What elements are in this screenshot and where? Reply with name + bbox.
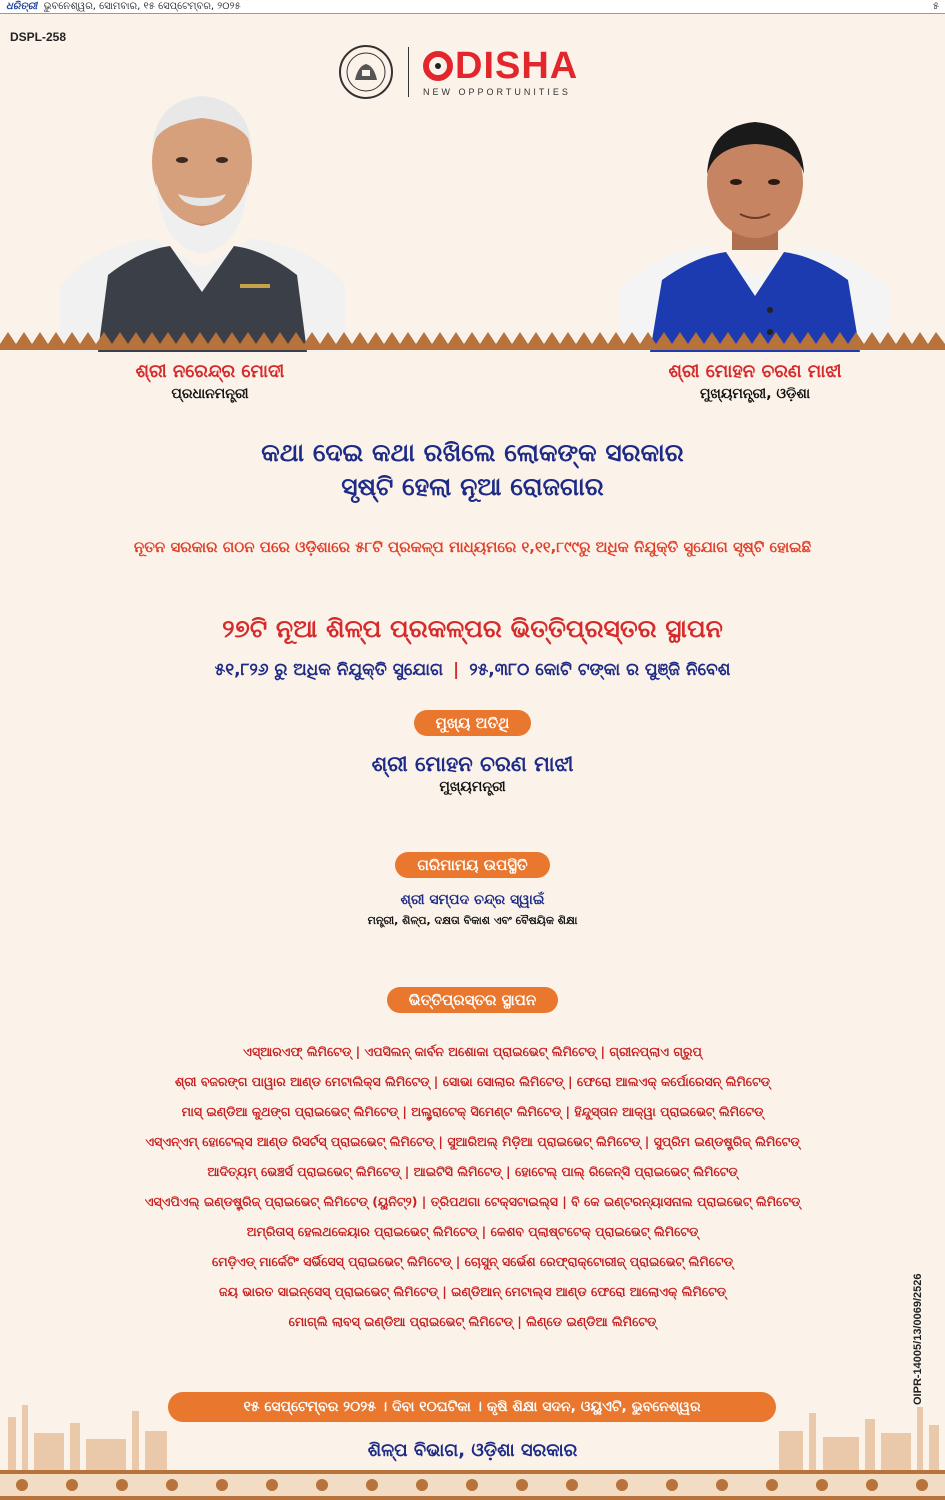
company-line: ମେଡ଼ିଏଡ୍ ମାର୍କେଟିଂ ସର୍ଭିସେସ୍ ପ୍ରାଇଭେଟ୍ ଲିମିଟେଡ୍ | ଚୋସୁନ୍ ସର୍ଭେଶ ରେଫ୍ରାକ୍ଟୋରୀଜ୍ ପ୍ରାଇଭେଟ୍ ଲିମିଟେଡ୍ xyxy=(212,1254,733,1269)
cm-name: ଶ୍ରୀ ମୋହନ ଚରଣ ମାଝୀ xyxy=(668,361,842,382)
company-list xyxy=(40,1037,905,1337)
company-line: ଆଦିତ୍ୟମ୍ ଭେଞ୍ଚର୍ସ ପ୍ରାଇଭେଟ୍ ଲିମିଟେଡ୍ | ଆଇଟିସି ଲିମିଟେଡ୍ | ହୋଟେଲ୍ ପାଲ୍ ରିଜେନ୍ସି ପ୍ରାଇଭେଟ୍ ଲିମିଟେଡ୍ xyxy=(207,1164,738,1179)
project-stats xyxy=(0,660,945,680)
odisha-wordmark-text: DISHA xyxy=(455,45,579,87)
cm-caption xyxy=(620,360,890,404)
odisha-wordmark xyxy=(423,47,578,97)
investment-stat: ୨୫,୩୮୦ କୋଟି ଟଙ୍କା ର ପୁଞ୍ଜି ନିବେଶ xyxy=(469,660,731,680)
company-line: ଜୟ ଭାରତ ସାଇନ୍ସେସ୍ ପ୍ରାଇଭେଟ୍ ଲିମିଟେଡ୍ | ଇଣ୍ଡିଆନ୍ ମେଟାଲ୍ସ ଆଣ୍ଡ ଫେରୋ ଆଲୋଏକ୍ ଲିମିଟେଡ୍ xyxy=(218,1284,727,1299)
pm-name: ଶ୍ରୀ ନରେନ୍ଦ୍ର ମୋଦୀ xyxy=(135,361,285,382)
state-emblem-icon xyxy=(338,44,394,100)
foundation-label: ଭିତ୍ତିପ୍ରସ୍ତର ସ୍ଥାପନ xyxy=(387,987,558,1013)
company-line: ଶ୍ରୀ ବଜରଙ୍ଗ ପାୱାର ଆଣ୍ଡ ମେଟାଲିକ୍ସ ଲିମିଟେଡ୍ | ସୋଭା ସୋଲାର ଲିମିଟେଡ୍ | ଫେରୋ ଆଲଏକ୍ କର୍ପୋରେସନ୍ ଲିମିଟେଡ୍ xyxy=(175,1074,770,1089)
dignitary-label: ଗରିମାମୟ ଉପସ୍ଥିତି xyxy=(395,852,549,878)
company-line: ଏସ୍ଆରଏଫ୍ ଲିମିଟେଡ୍ | ଏପସିଲନ୍ କାର୍ବନ ଅଶୋକା ପ୍ରାଇଭେଟ୍ ଲିମିଟେଡ୍ | ଗ୍ରୀନପ୍ଲାଏ ଗ୍ରୁପ୍ xyxy=(243,1044,702,1059)
chief-guest-block xyxy=(0,710,945,795)
oipr-code: OIPR-14005/13/0069/2526 xyxy=(912,1273,924,1405)
decorative-border-bottom xyxy=(0,1470,945,1500)
ad-code: DSPL-258 xyxy=(10,30,67,44)
dignitary-block xyxy=(0,852,945,928)
headline-line-2: ସୃଷ୍ଟି ହେଲା ନୂଆ ରୋଜଗାର xyxy=(341,472,604,501)
event-details: ୧୫ ସେପ୍ଟେମ୍ବର ୨୦୨୫ । ଦିବା ୧୦ଘଟିକା । କୃଷି ଶିକ୍ଷା ସଦନ, ଓୟୁଏଟି, ଭୁବନେଶ୍ୱର xyxy=(168,1392,776,1422)
stats-separator: | xyxy=(453,660,460,680)
chief-guest-name: ଶ୍ରୀ ମୋହନ ଚରଣ ମାଝୀ xyxy=(371,752,574,776)
cm-role: ମୁଖ୍ୟମନ୍ତ୍ରୀ, ଓଡ଼ିଶା xyxy=(699,386,811,402)
department: ଶିଳ୍ପ ବିଭାଗ, ଓଡ଼ିଶା ସରକାର xyxy=(367,1440,578,1461)
paper-name: ଧରିତ୍ରୀ xyxy=(6,1,38,12)
page-number: ୫ xyxy=(932,1,939,12)
dignitary-role: ମନ୍ତ୍ରୀ, ଶିଳ୍ପ, ଦକ୍ଷତା ବିକାଶ ଏବଂ ବୈଷୟିକ ଶିକ୍ଷା xyxy=(367,914,578,927)
company-line: ଅମ୍ରିତାସ୍ ହେଲଥକେୟାର ପ୍ରାଇଭେଟ୍ ଲିମିଟେଡ୍ | କେଶବ ପ୍ଲାଷ୍ଟଟେକ୍ ପ୍ରାଇଭେଟ୍ ଲିମିଟେଡ୍ xyxy=(246,1224,699,1239)
odisha-logo xyxy=(338,44,578,100)
odisha-o-icon xyxy=(423,51,453,81)
jobs-stat: ୫୧,୮୨୬ ରୁ ଅଧିକ ନିଯୁକ୍ତି ସୁଯୋଗ xyxy=(214,660,444,680)
headline xyxy=(0,436,945,504)
logo-divider xyxy=(408,47,409,97)
logo-tagline: NEW OPPORTUNITIES xyxy=(423,87,571,97)
chief-guest-role: ମୁଖ୍ୟମନ୍ତ୍ରୀ xyxy=(439,779,506,795)
company-line: ଏସ୍ଏନ୍ଏମ୍ ହୋଟେଲ୍ସ ଆଣ୍ଡ ରିସର୍ଟସ୍ ପ୍ରାଇଭେଟ୍ ଲିମିଟେଡ୍ | ସୁଆରିଅଲ୍ ମିଡ଼ିଆ ପ୍ରାଇଭେଟ୍ ଲିମିଟେଡ୍ | ସୁପ୍ରିମ ଇଣ୍ଡଷ୍ଟ୍ରିଜ୍ ଲିମିଟେଡ୍ xyxy=(145,1134,800,1149)
newspaper-strip xyxy=(0,0,945,14)
pm-caption xyxy=(95,360,325,404)
dateline: ଭୁବନେଶ୍ୱର, ସୋମବାର, ୧୫ ସେପ୍ଟେମ୍ବର, ୨୦୨୫ xyxy=(43,1,241,12)
headline-line-1: କଥା ଦେଇ କଥା ରଖିଲେ ଲୋକଙ୍କ ସରକାର xyxy=(261,438,684,467)
company-line: ଏସ୍ଏପିଏଲ୍ ଇଣ୍ଡଷ୍ଟ୍ରିଜ୍ ପ୍ରାଇଭେଟ୍ ଲିମିଟେଡ୍ (ୟୁନିଟ୍୨) | ତ୍ରିପଥଗା ଟେକ୍ସଟାଇଲ୍ସ | ବି କେ ଇଣ୍ଟରନ୍ୟାସନାଲ ପ୍ରାଇଭେଟ୍ ଲିମିଟେଡ୍ xyxy=(144,1194,801,1209)
cm-portrait xyxy=(620,100,890,352)
dignitary-name: ଶ୍ରୀ ସମ୍ପଦ ଚନ୍ଦ୍ର ସ୍ୱାଇଁ xyxy=(400,892,545,908)
project-title: ୨୭ଟି ନୂଆ ଶିଳ୍ପ ପ୍ରକଳ୍ପର ଭିତ୍ତିପ୍ରସ୍ତର ସ୍ଥାପନ xyxy=(222,614,723,643)
company-line: ମାସ୍ ଇଣ୍ଡିଆ କୁଥଙ୍ଗ ପ୍ରାଇଭେଟ୍ ଲିମିଟେଡ୍ | ଅଲ୍ଟ୍ରାଟେକ୍ ସିମେଣ୍ଟ ଲିମିଟେଡ୍ | ହିନ୍ଦୁସ୍ତାନ ଆକ୍ୱା ପ୍ରାଇଭେଟ୍ ଲିମିଟେଡ୍ xyxy=(181,1104,764,1119)
foundation-label-row xyxy=(0,987,945,1013)
jobs-summary: ନୂତନ ସରକାର ଗଠନ ପରେ ଓଡ଼ିଶାରେ ୫୮ଟି ପ୍ରକଳ୍ପ ମାଧ୍ୟମରେ ୧,୧୧,୮୯୯ରୁ ଅଧିକ ନିଯୁକ୍ତି ସୁଯୋଗ ସୃଷ୍ଟି ହୋଇଛି xyxy=(133,538,812,556)
pm-role: ପ୍ରଧାନମନ୍ତ୍ରୀ xyxy=(171,386,249,402)
decorative-border-top xyxy=(0,328,945,350)
company-line: ମୋଗ୍ଲି ଲାବସ୍ ଇଣ୍ଡିଆ ପ୍ରାଇଭେଟ୍ ଲିମିଟେଡ୍ | ଲିଣ୍ଡେ ଇଣ୍ଡିଆ ଲିମିଟେଡ୍ xyxy=(288,1314,657,1329)
pm-portrait xyxy=(60,70,345,352)
chief-guest-label: ମୁଖ୍ୟ ଅତିଥି xyxy=(414,710,532,736)
